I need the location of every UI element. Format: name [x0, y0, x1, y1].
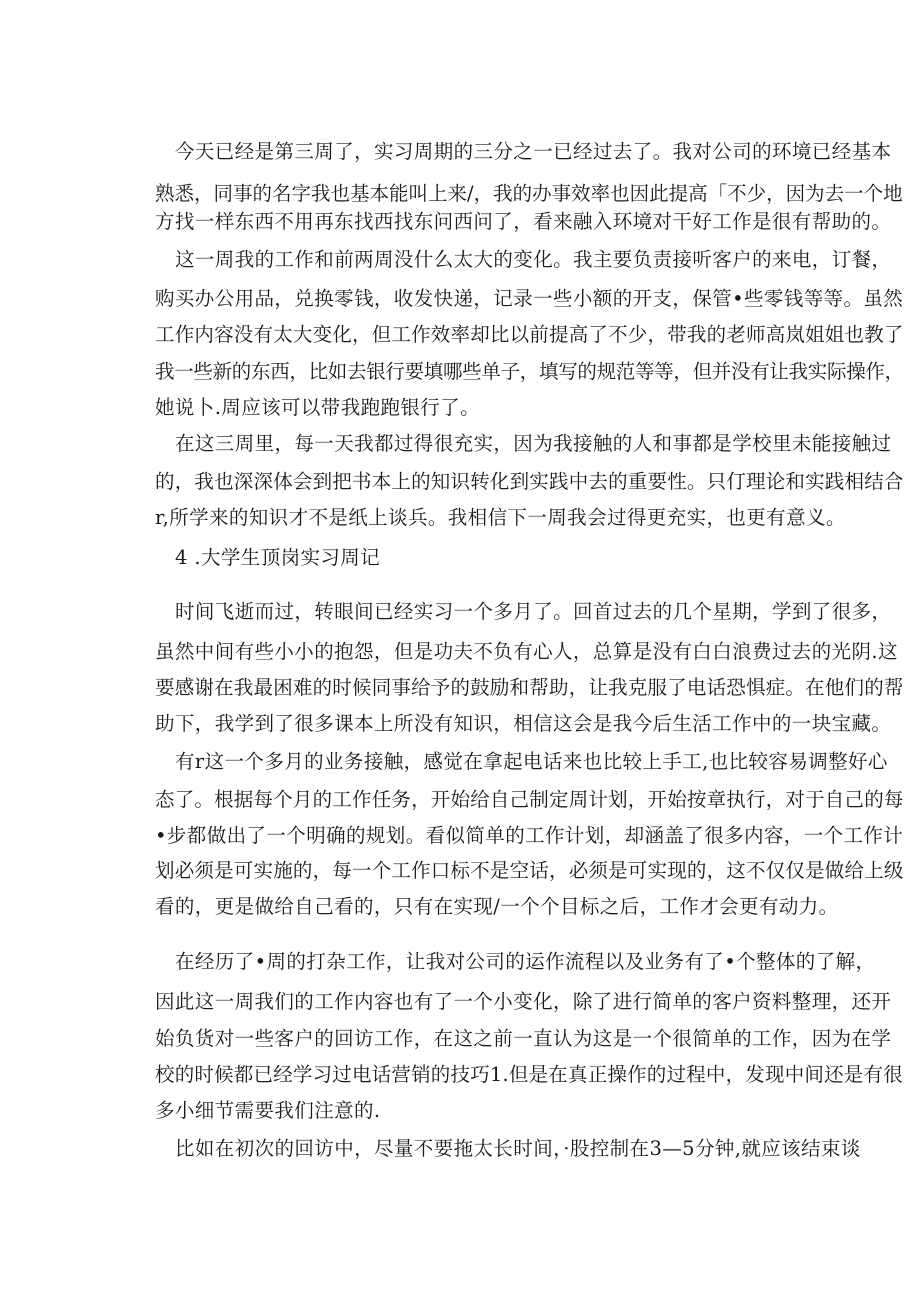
text-line: 助下，我学到了很多课本上所没有知识，相信这会是我今后生活工作中的一块宝藏。 — [155, 712, 892, 735]
text-line: 熟悉，同事的名字我也基本能叫上来/，我的办事效率也因此提高「不少，因为去一个地 — [155, 182, 903, 205]
text-line: 今天已经是第三周了，实习周期的三分之一已经过去了。我对公司的环境已经基本 — [175, 140, 892, 163]
text-line: 多小细节需要我们注意的. — [155, 1099, 381, 1122]
text-line: •步都做出了一个明确的规划。看似简单的工作计划，却涵盖了很多内容，一个工作计 — [155, 824, 904, 847]
text-line: 工作内容没有太大变化，但工作效率却比以前提高了不少，带我的老师高岚姐姐也教了 — [155, 323, 904, 346]
text-line: 购买办公用品，兑换零钱，收发快递，记录一些小额的开支，保管•些零钱等等。虽然 — [155, 287, 904, 310]
text-line: 划必须是可实施的，每一个工作口标不是空话，必须是可实现的，这不仅仅是做给上级 — [155, 859, 904, 882]
text-line: 虽然中间有些小小的抱怨，但是功夫不负有心人，总算是没有白白浪费过去的光阴.这 — [155, 640, 898, 663]
section-heading: 4 .大学生顶岗实习周记 — [175, 546, 381, 569]
text-line: 因此这一周我们的工作内容也有了一个小变化，除了进行简单的客户资料整理，还开 — [155, 990, 892, 1013]
text-line: 看的，更是做给自己看的，只有在实现/一个个目标之后，工作才会更有动力。 — [155, 895, 839, 918]
text-line: 比如在初次的回访中，尽量不要拖太长时间，·股控制在3—5分钟,就应该结束谈 — [175, 1137, 861, 1160]
text-line: r,所学来的知识才不是纸上谈兵。我相信下一周我会过得更充实，也更有意义。 — [155, 506, 846, 529]
text-line: 始负货对一些客户的回访工作，在这之前一直认为这是一个很简单的工作，因为在学 — [155, 1027, 892, 1050]
text-line: 要感谢在我最困难的时候同事给予的鼓励和帮助，让我克服了电话恐惧症。在他们的帮 — [155, 676, 904, 699]
text-line: 在这三周里，每一天我都过得很充实，因为我接触的人和事都是学校里未能接触过 — [175, 432, 892, 455]
text-line: 在经历了•周的打杂工作，让我对公司的运作流程以及业务有了•个整体的了解， — [175, 950, 876, 973]
text-line: 这一周我的工作和前两周没什么太大的变化。我主要负责接听客户的来电，订餐， — [175, 248, 892, 271]
text-line: 她说卜.周应该可以带我跑跑银行了。 — [155, 396, 480, 419]
text-line: 有r这一个多月的业务接触，感觉在拿起电话来也比较上手工,也比较容易调整好心 — [175, 750, 888, 773]
text-line: 我一些新的东西，比如去银行要填哪些单子，填写的规范等等，但并没有让我实际操作， — [155, 360, 904, 383]
text-line: 态了。根据每个月的工作任务，开始给自己制定周计划，开始按章执行，对于自己的每 — [155, 788, 904, 811]
text-line: 校的时候都已经学习过电话营销的技巧1.但是在真正操作的过程中，发现中间还是有很 — [155, 1063, 903, 1086]
text-line: 方找一样东西不用再东找西找东问西问了，看来融入环境对干好工作是很有帮助的。 — [155, 210, 892, 233]
text-line: 的，我也深深体会到把书本上的知识转化到实践中去的重要性。只仃理论和实践相结合 — [155, 470, 904, 493]
text-line: 时间飞逝而过，转眼间已经实习一个多月了。回首过去的几个星期，学到了很多， — [175, 600, 892, 623]
